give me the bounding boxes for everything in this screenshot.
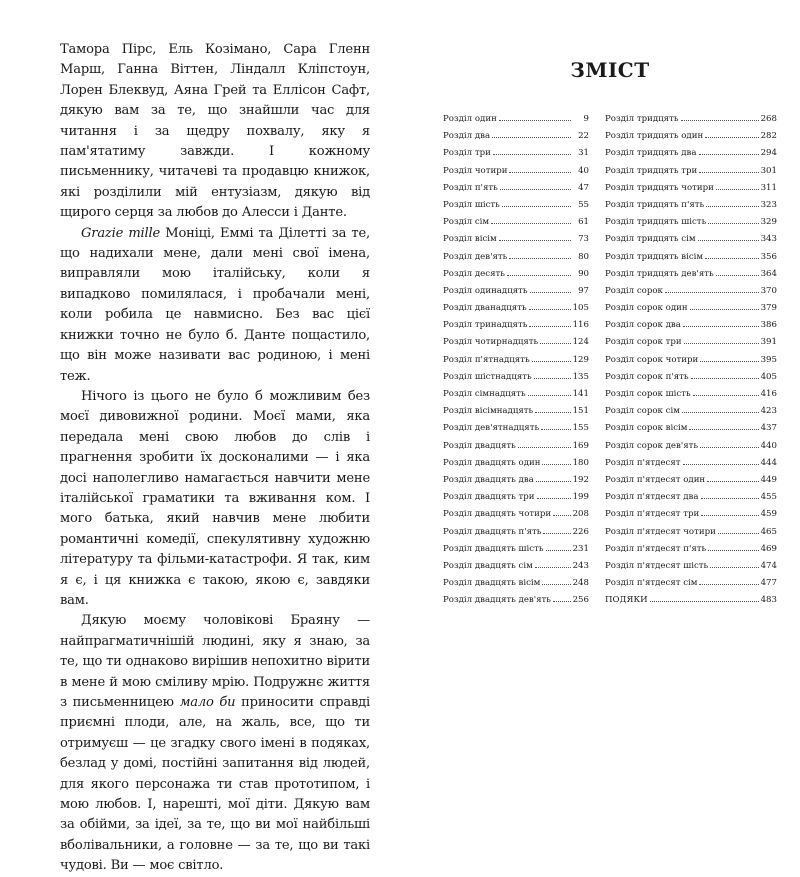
- italic-phrase-2: мало би: [179, 695, 236, 710]
- toc-leader-dots: [683, 454, 759, 465]
- toc-entry-page: 294: [760, 148, 777, 159]
- toc-entry: [443, 385, 589, 402]
- toc-entry-page: 356: [760, 251, 777, 262]
- toc-entry: [443, 437, 589, 454]
- toc-leader-dots: [681, 110, 759, 121]
- toc-entry: [605, 196, 777, 213]
- toc-leader-dots: [691, 368, 759, 379]
- toc-entry-page: 311: [760, 182, 777, 193]
- toc-entry-label: Розділ двадцять дев'ять: [443, 595, 551, 606]
- toc-entry-label: Розділ тридцять сім: [605, 234, 696, 245]
- toc-leader-dots: [509, 248, 571, 259]
- toc-entry-page: 155: [572, 423, 589, 434]
- toc-entry: [443, 402, 589, 419]
- toc-leader-dots: [499, 110, 571, 121]
- toc-entry: [443, 282, 589, 299]
- toc-leader-dots: [537, 488, 571, 499]
- toc-entry-page: 22: [578, 131, 589, 142]
- toc-entry: [605, 574, 777, 591]
- toc-entry-label: Розділ десять: [443, 268, 505, 279]
- toc-entry-label: Розділ тридцять три: [605, 165, 698, 176]
- toc-leader-dots: [684, 333, 759, 344]
- toc-leader-dots: [529, 299, 571, 310]
- toc-entry: [443, 230, 589, 247]
- toc-entry: [443, 419, 589, 436]
- toc-leader-dots: [683, 316, 759, 327]
- toc-entry-label: Розділ двадцять один: [443, 457, 541, 468]
- toc-leader-dots: [693, 385, 759, 396]
- toc-entry: [605, 265, 777, 282]
- toc-leader-dots: [701, 488, 759, 499]
- toc-entry-page: 169: [572, 440, 589, 451]
- toc-entry-page: 268: [760, 114, 777, 124]
- toc-entry-label: Розділ три: [443, 148, 491, 159]
- toc-entry-label: Розділ сорок три: [605, 337, 682, 348]
- toc-entry-page: 323: [760, 199, 777, 210]
- toc-entry: [605, 540, 777, 557]
- toc-leader-dots: [546, 540, 571, 551]
- toc-entry-page: 80: [578, 251, 589, 262]
- toc-entry-page: 40: [578, 165, 589, 176]
- toc-entry-page: 386: [760, 320, 777, 331]
- toc-entry-page: 129: [572, 354, 589, 365]
- toc-entry: [605, 127, 777, 144]
- toc-entry: [605, 454, 777, 471]
- toc-entry: [443, 454, 589, 471]
- toc-entry-page: 141: [572, 389, 589, 399]
- toc-entry: [443, 333, 589, 350]
- toc-entry-label: Розділ п'ятдесят чотири: [605, 526, 716, 537]
- toc-entry-page: 208: [572, 509, 589, 520]
- toc-entry: [443, 248, 589, 265]
- toc-entry-label: Розділ п'ять: [443, 182, 498, 193]
- toc-entry-page: 282: [760, 131, 777, 142]
- toc-entry: [605, 230, 777, 247]
- toc-leader-dots: [699, 162, 758, 173]
- toc-leader-dots: [528, 385, 571, 396]
- toc-entry-label: Розділ двадцять чотири: [443, 509, 552, 520]
- toc-leader-dots: [718, 523, 759, 534]
- toc-entry-page: 97: [578, 285, 589, 296]
- toc-entry-label: Розділ сорок чотири: [605, 354, 699, 365]
- toc-entry: [443, 351, 589, 368]
- toc-entry-label: Розділ сімнадцять: [443, 389, 526, 399]
- toc-entry-label: Розділ п'ятдесят сім: [605, 578, 698, 589]
- toc-entry: [605, 557, 777, 574]
- toc-entry-page: 364: [760, 268, 777, 279]
- toc-entry-label: Розділ двадцять три: [443, 492, 535, 503]
- acknowledgements-paragraph-2: [60, 224, 370, 387]
- toc-entry: [605, 402, 777, 419]
- toc-entry-label: Розділ чотири: [443, 165, 508, 176]
- toc-entry-label: Розділ п'ятдесят шість: [605, 560, 709, 571]
- toc-leader-dots: [499, 230, 571, 241]
- toc-entry-page: 226: [572, 526, 589, 537]
- toc-leader-dots: [532, 351, 571, 362]
- toc-entry: [443, 488, 589, 505]
- toc-entry-label: Розділ дев'ятнадцять: [443, 423, 540, 434]
- toc-leader-dots: [690, 299, 759, 310]
- toc-entry: [605, 488, 777, 505]
- table-of-contents-page: [443, 58, 777, 608]
- toc-leader-dots: [707, 471, 758, 482]
- toc-entry-label: Розділ тридцять: [605, 114, 679, 124]
- toc-entry-label: Розділ тринадцять: [443, 320, 528, 331]
- toc-entry-page: 474: [760, 560, 777, 571]
- toc-entry: [605, 162, 777, 179]
- toc-leader-dots: [500, 179, 571, 190]
- toc-entry-page: 465: [760, 526, 777, 537]
- toc-leader-dots: [699, 144, 759, 155]
- toc-entry-page: 416: [760, 389, 777, 399]
- toc-entry-label: Розділ сорок сім: [605, 406, 680, 417]
- toc-entry-label: Розділ п'ятдесят три: [605, 509, 700, 520]
- toc-entry: [605, 316, 777, 333]
- toc-entry-page: 90: [578, 268, 589, 279]
- toc-entry-label: ПОДЯКИ: [605, 595, 648, 606]
- toc-entry-label: Розділ двадцять сім: [443, 560, 533, 571]
- toc-entry: [605, 213, 777, 230]
- toc-entry-label: Розділ двадцять: [443, 440, 516, 451]
- toc-leader-dots: [689, 419, 758, 430]
- toc-entry-label: Розділ сорок: [605, 285, 663, 296]
- toc-entry-page: 61: [578, 217, 589, 228]
- toc-entry: [443, 144, 589, 161]
- toc-entry: [605, 471, 777, 488]
- toc-entry: [443, 299, 589, 316]
- toc-entry: [605, 419, 777, 436]
- toc-columns: [443, 110, 777, 608]
- toc-entry: [443, 557, 589, 574]
- toc-entry-label: Розділ сорок вісім: [605, 423, 688, 434]
- toc-entry-page: 55: [578, 199, 589, 210]
- toc-leader-dots: [542, 574, 570, 585]
- acknowledgements-paragraph-1: Тамора Пірс, Ель Козімано, Сара Гленн Марш, Ганна Віттен, Ліндалл Кліпстоун, Лорен Блеквуд, Аяна Грей та Еллісон Сафт, дякую вам за те, що знайшли час для читання і за щедру похвалу, яку я пам'ятатиму завжди. І кожному письменнику, читачеві та продавцю книжок, які розділили мій ентузіазм, дякую від щирого серця за любов до Алесси і Данте.: [60, 42, 370, 221]
- toc-leader-dots: [535, 557, 571, 568]
- toc-entry-label: Розділ один: [443, 114, 497, 124]
- toc-entry-label: Розділ тридцять дев'ять: [605, 268, 714, 279]
- toc-leader-dots: [530, 282, 571, 293]
- toc-entry: [605, 437, 777, 454]
- toc-leader-dots: [541, 419, 570, 430]
- toc-entry-page: 124: [572, 337, 589, 348]
- toc-entry-label: Розділ сорок шість: [605, 389, 691, 399]
- toc-entry-label: Розділ тридцять вісім: [605, 251, 704, 262]
- acknowledgements-paragraph-4: [60, 611, 370, 876]
- toc-entry-page: 256: [572, 595, 589, 606]
- toc-entry-page: 248: [572, 578, 589, 589]
- toc-entry-label: Розділ двадцять п'ять: [443, 526, 542, 537]
- toc-entry-page: 199: [572, 492, 589, 503]
- toc-leader-dots: [665, 282, 759, 293]
- toc-leader-dots: [509, 162, 571, 173]
- toc-entry-label: Розділ одинадцять: [443, 285, 528, 296]
- toc-entry-page: 449: [760, 474, 777, 485]
- toc-entry: [605, 299, 777, 316]
- toc-entry: [605, 351, 777, 368]
- toc-leader-dots: [535, 402, 570, 413]
- paragraph-4-part-1: Дякую моєму чоловікові Браяну — найпрагматичнішій людині, яку я знаю, за те, що ти однаково вирішив непохитно вірити в мене й мою сміливу мрію. Подружнє життя з письменницею: [60, 613, 370, 710]
- toc-entry-page: 135: [572, 371, 589, 382]
- toc-leader-dots: [502, 196, 571, 207]
- toc-entry-label: Розділ п'ятдесят два: [605, 492, 699, 503]
- toc-entry-page: 423: [760, 406, 777, 417]
- toc-leader-dots: [701, 505, 758, 516]
- toc-entry: [443, 265, 589, 282]
- toc-leader-dots: [710, 557, 758, 568]
- toc-leader-dots: [705, 248, 758, 259]
- toc-leader-dots: [699, 574, 758, 585]
- toc-entry: [605, 523, 777, 540]
- toc-entry-label: Розділ дванадцять: [443, 303, 527, 314]
- toc-entry-label: Розділ п'ятдесят: [605, 457, 681, 468]
- toc-entry-page: 73: [578, 234, 589, 245]
- toc-right-column: [605, 110, 777, 608]
- toc-entry-label: Розділ двадцять два: [443, 474, 534, 485]
- toc-entry-label: Розділ сорок два: [605, 320, 681, 331]
- toc-leader-dots: [529, 316, 570, 327]
- toc-entry-label: Розділ сорок п'ять: [605, 371, 689, 382]
- toc-leader-dots: [543, 523, 570, 534]
- toc-entry-label: Розділ шість: [443, 199, 500, 210]
- toc-entry-label: Розділ п'ятдесят п'ять: [605, 543, 707, 554]
- toc-entry: [443, 368, 589, 385]
- toc-entry-label: Розділ тридцять шість: [605, 217, 707, 228]
- toc-leader-dots: [705, 127, 758, 138]
- toc-entry: [443, 179, 589, 196]
- toc-entry-label: Розділ сім: [443, 217, 490, 228]
- toc-entry: [443, 540, 589, 557]
- toc-leader-dots: [700, 437, 759, 448]
- toc-leader-dots: [698, 230, 759, 241]
- toc-leader-dots: [716, 265, 759, 276]
- toc-entry-label: Розділ п'ятдесят один: [605, 474, 706, 485]
- paragraph-2-text: Моніці, Еммі та Ділетті за те, що надихали мене, дали мені свої імена, виправляли мою італійську, коли я випадково помилялася, і пробачали мені, коли робила це навмисно. Без вас цієї книжки точно не було б. Данте пощастило, що він може називати вас родиною, і мені теж.: [60, 225, 370, 384]
- toc-entry: [605, 385, 777, 402]
- toc-entry-page: 469: [760, 543, 777, 554]
- toc-entry-label: Розділ сорок один: [605, 303, 688, 314]
- toc-leader-dots: [542, 454, 570, 465]
- toc-entry-page: 31: [578, 148, 589, 159]
- toc-entry-page: 459: [760, 509, 777, 520]
- toc-entry: [443, 471, 589, 488]
- toc-leader-dots: [650, 591, 759, 602]
- toc-entry-label: Розділ двадцять шість: [443, 543, 544, 554]
- toc-entry-page: 105: [572, 303, 589, 314]
- toc-leader-dots: [534, 368, 571, 379]
- toc-entry-label: Розділ два: [443, 131, 491, 142]
- toc-leader-dots: [518, 437, 571, 448]
- toc-entry-page: 440: [760, 440, 777, 451]
- toc-entry-label: Розділ чотирнадцять: [443, 337, 539, 348]
- toc-entry-label: Розділ дев'ять: [443, 251, 508, 262]
- toc-entry-label: Розділ тридцять чотири: [605, 182, 714, 193]
- toc-entry: [443, 316, 589, 333]
- paragraph-4-part-2: приносити справді приємні плоди, але, на жаль, все, що ти отримуєш — це згадку свого імені в подяках, безлад у домі, постійні запитання від людей, для якого персонажа ти став прототипом, і мою любов. І, нарешті, мої діти. Дякую вам за обійми, за ідеї, за те, що ви мої найбільші вболівальники, а головне — за те, що ви такі чудові. Ви — моє світло.: [60, 695, 370, 874]
- toc-entry-page: 437: [760, 423, 777, 434]
- toc-leader-dots: [553, 505, 570, 516]
- toc-entry: [605, 368, 777, 385]
- toc-leader-dots: [706, 196, 758, 207]
- toc-leader-dots: [536, 471, 571, 482]
- toc-entry: [443, 505, 589, 522]
- toc-leader-dots: [491, 213, 571, 224]
- toc-entry-page: 343: [760, 234, 777, 245]
- toc-entry-page: 395: [760, 354, 777, 365]
- toc-entry: [443, 196, 589, 213]
- toc-entry-label: Розділ сорок дев'ять: [605, 440, 699, 451]
- toc-leader-dots: [682, 402, 759, 413]
- toc-entry-page: 444: [760, 457, 777, 468]
- toc-entry: [443, 110, 589, 127]
- toc-entry-page: 301: [760, 165, 777, 176]
- toc-entry: [443, 523, 589, 540]
- toc-entry: [605, 333, 777, 350]
- toc-entry-label: Розділ п'ятнадцять: [443, 354, 530, 365]
- toc-entry-page: 379: [760, 303, 777, 314]
- toc-entry-page: 391: [760, 337, 777, 348]
- toc-entry-page: 47: [578, 182, 589, 193]
- toc-entry: [443, 213, 589, 230]
- toc-entry-label: Розділ двадцять вісім: [443, 578, 541, 589]
- toc-entry-label: Розділ тридцять один: [605, 131, 704, 142]
- toc-entry: [443, 162, 589, 179]
- toc-entry: [443, 574, 589, 591]
- italic-phrase: Grazie mille: [81, 225, 161, 241]
- toc-entry-page: 483: [760, 595, 777, 606]
- toc-leader-dots: [492, 127, 571, 138]
- toc-title: ЗМІСТ: [570, 58, 650, 82]
- toc-entry: [443, 127, 589, 144]
- toc-entry-page: 477: [760, 578, 777, 589]
- toc-entry-page: 192: [572, 474, 589, 485]
- toc-entry: [605, 144, 777, 161]
- toc-entry-label: Розділ вісім: [443, 234, 497, 245]
- toc-entry: [605, 282, 777, 299]
- toc-entry-page: 405: [760, 371, 777, 382]
- toc-entry-label: Розділ тридцять п'ять: [605, 199, 705, 210]
- acknowledgements-page: [60, 40, 370, 877]
- toc-entry: [605, 248, 777, 265]
- toc-entry-page: 370: [760, 285, 777, 296]
- toc-leader-dots: [716, 179, 759, 190]
- acknowledgements-paragraph-3: Нічого із цього не було б можливим без моєї дивовижної родини. Моєї мами, яка передала мені свою любов до слів і прагнення зробити їх досконалими — і яка досі наполегливо намагається навчити мене італійської граматики та вживання ком. І мого батька, який навчив мене любити романтичні комедії, спекулятивну художню літературу та фільми-катастрофи. Я так, ким я є, і ця книжка є такою, якою є, завдяки вам.: [60, 388, 370, 608]
- toc-entry-page: 231: [572, 543, 589, 554]
- toc-leader-dots: [540, 333, 570, 344]
- toc-entry-label: Розділ вісімнадцять: [443, 406, 534, 417]
- toc-entry-page: 455: [760, 492, 777, 503]
- toc-entry: [605, 110, 777, 127]
- toc-leader-dots: [553, 591, 571, 602]
- toc-entry-page: 329: [760, 217, 777, 228]
- toc-entry-page: 116: [572, 320, 589, 331]
- toc-entry-label: Розділ шістнадцять: [443, 371, 532, 382]
- toc-entry-label: Розділ тридцять два: [605, 148, 697, 159]
- toc-entry-page: 243: [572, 560, 589, 571]
- toc-entry-page: 9: [583, 114, 589, 124]
- toc-leader-dots: [700, 351, 758, 362]
- toc-leader-dots: [708, 213, 758, 224]
- toc-leader-dots: [708, 540, 758, 551]
- toc-leader-dots: [507, 265, 571, 276]
- toc-entry: [605, 179, 777, 196]
- toc-entry-page: 151: [572, 406, 589, 417]
- toc-entry: [605, 505, 777, 522]
- toc-left-column: [443, 110, 589, 608]
- toc-leader-dots: [493, 144, 571, 155]
- toc-entry-page: 180: [572, 457, 589, 468]
